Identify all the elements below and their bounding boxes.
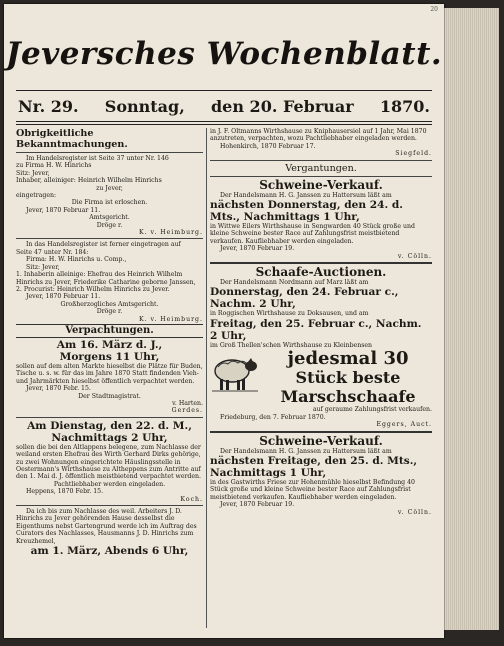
divider: [210, 176, 432, 177]
lease-office: Der Stadtmagistrat.: [78, 392, 141, 400]
pigs-signature: v. Cölln.: [397, 252, 432, 260]
pigs-text: in Wittwe Eilers Wirthshause in Sengwarden 40 Stück große und kleine Schweine bester Race auf Zahlungsfrist meistbietend verkaufen. Kaufliebhaber werden eingeladen.: [210, 223, 415, 245]
divider: [210, 431, 432, 433]
lease-time: Morgens 11 Uhr,: [59, 350, 160, 363]
sheep-big-2: Stück beste: [295, 368, 401, 388]
notice-line: 2. Procurist: Heinrich Wilhelm Hinrichs zu Jever.: [16, 285, 170, 293]
issue-year: 1870.: [379, 96, 430, 116]
notice-line: zu Jever,: [96, 184, 123, 192]
notice-line: Die Firma ist erloschen.: [71, 199, 148, 207]
lease-date: Am 16. März d. J.,: [56, 338, 163, 351]
top-rule: [16, 90, 432, 91]
pigs-intro: Der Handelsmann H. G. Janssen zu Hattersum läßt am: [220, 191, 392, 199]
issue-line: [18, 93, 430, 119]
court-name: Amtsgericht.: [89, 214, 130, 222]
right-column: [210, 128, 432, 630]
masthead: Jeversches Wochenblatt.: [5, 36, 443, 72]
sheep-date-1: Donnerstag, den 24. Februar c., Nachm. 2 Uhr,: [210, 286, 399, 311]
newspaper-page: [4, 4, 444, 638]
auction-place: Heppens, 1870 Febr. 15.: [26, 488, 104, 496]
left-column: [16, 128, 203, 630]
issue-bottom-rule-2: [16, 124, 432, 125]
auction-text: sollen die bei den Altlappens belegene, zum Nachlasse der weiland ersten Ehefrau des Wirth Gerhard Dirks gehörige, zu zwei Wohnungen eingerichtete Häuslingsstelle in Oestermann's Wirthshause zu Altheppens zum Antritte auf den 1. Mai d. J. öffentlich meistbietend verpachtet werden.: [16, 443, 202, 481]
sheep-place: Friedeburg, den 7. Februar 1870.: [220, 413, 326, 421]
sheep-signature: Eggers, Auct.: [376, 421, 432, 429]
sheep-intro: Der Handelsmann Nordmann auf Marz läßt am: [220, 279, 369, 287]
court-name: Großherzogliches Amtsgericht.: [60, 300, 159, 308]
auction-date: Am Dienstag, den 22. d. M.,: [27, 419, 192, 432]
last-notice-text: Da ich bis zum Nachlasse des weil. Arbeiters J. D. Hinrichs zu Jever gehörenden Hause desselbst die Eigenthums nebst Gartengrund werde ich im Auftrag des Curators des Nachlasses, Hausmanns J. D. Hinrichs zum Kreuzhemel,: [16, 508, 197, 545]
notice-line: Seite 47 unter Nr. 184:: [16, 248, 89, 256]
signature: Dröge r.: [96, 308, 123, 316]
divider: [16, 417, 203, 418]
pigs2-heading: Schweine-Verkauf.: [259, 433, 383, 448]
pigs2-date: nächsten Freitage, den 25. d. Mts., Nachmittags 1 Uhr,: [210, 454, 418, 479]
notice-line: Jever, 1870 Februar 11.: [26, 206, 101, 214]
divider: [16, 238, 203, 239]
lease-signature-2: Gerdes.: [171, 407, 203, 415]
clerk-signature: K. v. Heimburg.: [139, 315, 203, 323]
notice-line: zu Firma H. W. Hinrichs: [16, 162, 92, 170]
sheep-big-3: Marschschaafe: [280, 387, 416, 407]
divider: [16, 505, 203, 506]
pigs-date: nächsten Donnerstag, den 24. d. Mts., Nachmittags 1 Uhr,: [210, 199, 403, 224]
vergantungen-heading: Vergantungen.: [285, 162, 357, 174]
notice-line: 1. Inhaberin alleinige: Ehefrau des Heinrich Wilhelm Hinrichs zu Jever, Friederike Catharine geborne Janssen,: [16, 271, 196, 286]
sheep-heading: Schaafe-Auctionen.: [255, 265, 387, 280]
issue-day: Sonntag,: [104, 96, 185, 116]
pigs-place: Jever, 1870 Februar 19.: [220, 245, 295, 253]
sheep-place-1: in Roggischen Wirthshause zu Doksausen, und am: [210, 310, 369, 318]
sheep-text: auf geraume Zahlungsfrist verkaufen.: [312, 406, 432, 414]
lease-place: Jever, 1870 Febr. 15.: [26, 385, 91, 393]
issue-bottom-rule: [16, 121, 432, 122]
column-divider: [206, 128, 207, 628]
book-page-edges: [444, 8, 499, 630]
sheep-big-1: jedesmal 30: [287, 348, 409, 370]
clerk-signature: K. v. Heimburg.: [139, 229, 203, 237]
notice-line: Jever, 1870 Februar 11.: [26, 293, 101, 301]
lease-text: sollen auf dem alten Markte hieselbst die Plätze für Buden, Tische u. s. w. für das im Jahre 1870 Statt findenden Vieh- und Jahrmärkten hieselbst öffentlich verpachtet werden.: [16, 362, 203, 385]
auction-signature: Koch.: [180, 495, 203, 503]
sheep-date-2: Freitag, den 25. Februar c., Nachm. 2 Uhr,: [210, 317, 422, 342]
lease-signature: v. Harten.: [172, 399, 203, 407]
top-notice-place: Hohenkirch, 1870 Februar 17.: [220, 142, 316, 150]
page-number: 20: [430, 6, 438, 13]
notice-line: eingetragen:: [16, 192, 57, 200]
pigs2-place: Jever, 1870 Februar 19.: [220, 501, 295, 509]
lease-heading: Verpachtungen.: [16, 324, 203, 338]
pigs2-intro: Der Handelsmann H. G. Janssen zu Hattersum läßt am: [220, 447, 392, 455]
notice-line: Inhaber, alleiniger: Heinrich Wilhelm Hinrichs: [16, 177, 162, 185]
notice-line: Sitz: Jever,: [26, 263, 60, 271]
notice-line: Im Handelsregister ist Seite 37 unter Nr. 146: [26, 155, 169, 162]
sheep-place-2: im Groß Thellen'schen Wirthshause zu Kleinbensen: [210, 341, 373, 349]
divider: [210, 262, 432, 264]
notice-line: Firma: H. W. Hinrichs u. Comp.,: [26, 256, 127, 264]
issue-number: Nr. 29.: [18, 96, 79, 116]
notice-line: In das Handelsregister ist ferner eingetragen auf: [26, 241, 181, 249]
signature: Dröge r.: [96, 221, 123, 229]
sheep-icon: [210, 351, 260, 393]
sheep-block: [210, 349, 432, 406]
notice-line: Sitz: Jever,: [16, 169, 50, 177]
pigs2-signature: v. Cölln.: [397, 508, 432, 516]
divider: [210, 160, 432, 161]
official-heading: Obrigkeitliche Bekanntmachungen.: [16, 128, 128, 150]
issue-date: den 20. Februar: [210, 96, 354, 116]
divider: [16, 152, 203, 153]
pigs-heading: Schweine-Verkauf.: [259, 177, 383, 192]
auction-time: Nachmittags 2 Uhr,: [51, 431, 168, 444]
top-notice-signature: Siegfeld.: [395, 150, 432, 158]
top-notice-text: in J. F. Oltmanns Wirthshause zu Kniphausersiel auf 1 Jahr, Mai 1870 anzutreten, verpachten, wozu Pachtliebhaber eingeladen werden.: [210, 128, 427, 143]
last-notice-date: am 1. März, Abends 6 Uhr,: [30, 545, 189, 558]
pigs2-text: in des Gastwirths Friese zur Hohenmühle hieselbst Befindung 40 Stück große und kleine Schweine bester Race auf Zahlungsfrist meistbietend verkaufen. Kaufliebhaber werden eingeladen.: [210, 478, 415, 501]
auction-invite: Pachtliebhaber werden eingeladen.: [53, 480, 166, 488]
